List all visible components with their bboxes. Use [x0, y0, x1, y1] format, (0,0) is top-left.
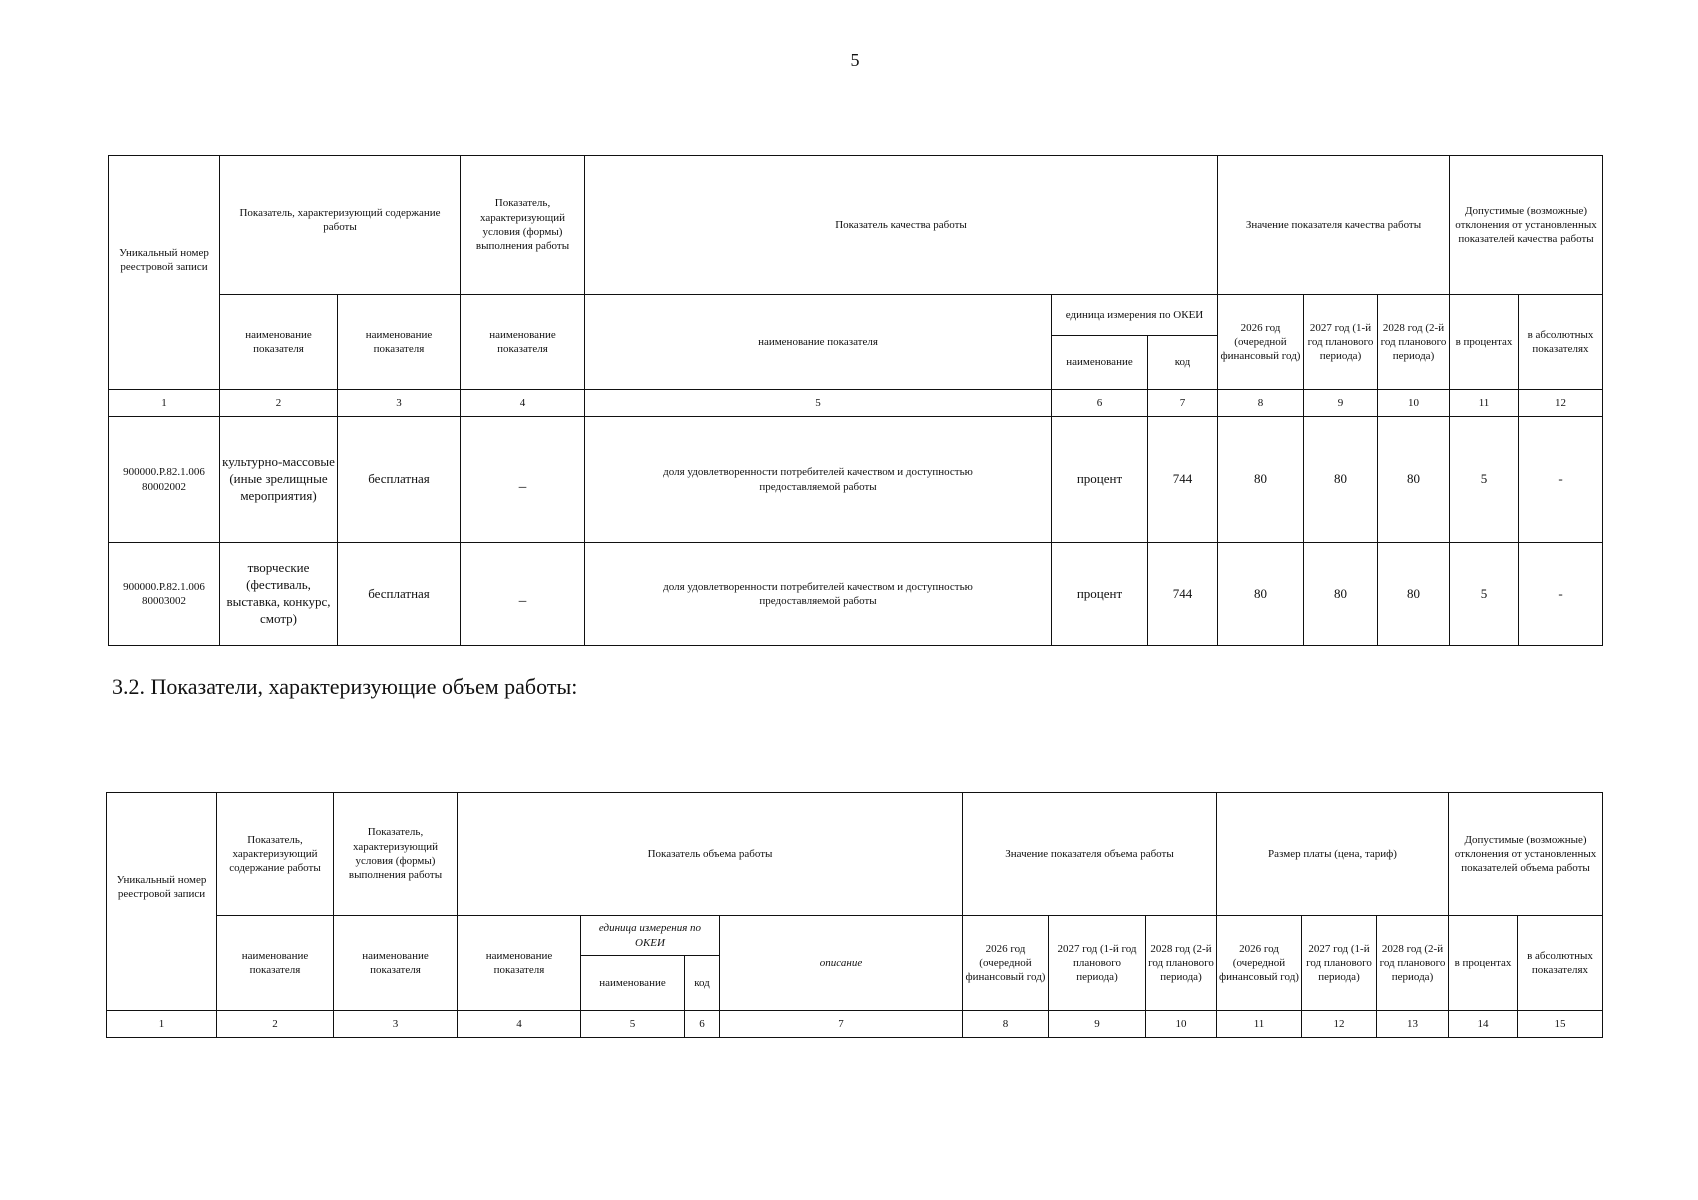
column-number: 12 [1301, 1010, 1377, 1038]
table-row-value-2028: 80 [1377, 542, 1450, 646]
table-row-content: культурно-массовые (иные зрелищные мероприятия) [219, 416, 338, 543]
header-fee-2026: 2026 год (очередной финансовый год) [1216, 915, 1302, 1011]
header-volume-indicator: Показатель объема работы [457, 792, 963, 916]
table-row-registry-number: 900000.Р.82.1.006 80002002 [108, 416, 220, 543]
table-row-absolute: - [1518, 542, 1603, 646]
header-name-indicator: наименование показателя [333, 915, 458, 1011]
column-number: 15 [1517, 1010, 1603, 1038]
header-year-2027: 2027 год (1-й год планового периода) [1048, 915, 1146, 1011]
header-name-indicator: наименование показателя [216, 915, 334, 1011]
header-fee-2028: 2028 год (2-й год планового периода) [1376, 915, 1449, 1011]
table-row-unit: процент [1051, 416, 1148, 543]
header-deviations: Допустимые (возможные) отклонения от установленных показателей качества работы [1449, 155, 1603, 295]
table-row-content: творческие (фестиваль, выставка, конкурс, смотр) [219, 542, 338, 646]
page-number: 5 [850, 50, 860, 70]
column-number: 9 [1048, 1010, 1146, 1038]
column-number: 8 [1217, 389, 1304, 417]
column-number: 11 [1449, 389, 1519, 417]
header-unit-okei: единица измерения по ОКЕИ [1051, 294, 1218, 336]
header-fee: Размер платы (цена, тариф) [1216, 792, 1449, 916]
column-number: 11 [1216, 1010, 1302, 1038]
table-row-absolute: - [1518, 416, 1603, 543]
table-row-condition: бесплатная [337, 542, 461, 646]
column-number: 10 [1145, 1010, 1217, 1038]
header-name-indicator: наименование показателя [584, 294, 1052, 390]
header-in-absolute: в абсолютных показателях [1518, 294, 1603, 390]
header-year-2028: 2028 год (2-й год планового периода) [1377, 294, 1450, 390]
column-number: 3 [337, 389, 461, 417]
column-number: 7 [1147, 389, 1218, 417]
header-in-percent: в процентах [1448, 915, 1518, 1011]
table-row-form: – [460, 416, 585, 543]
table-row-form: – [460, 542, 585, 646]
header-name-indicator: наименование показателя [457, 915, 581, 1011]
header-conditions-indicator: Показатель, характеризующий условия (формы) выполнения работы [333, 792, 458, 916]
header-fee-2027: 2027 год (1-й год планового периода) [1301, 915, 1377, 1011]
table-row-indicator: доля удовлетворенности потребителей качеством и доступностью предоставляемой работы [584, 542, 1052, 646]
header-unit-code: код [1147, 335, 1218, 390]
header-year-2026: 2026 год (очередной финансовый год) [1217, 294, 1304, 390]
table-row-value-2027: 80 [1303, 542, 1378, 646]
column-number: 7 [719, 1010, 963, 1038]
header-in-percent: в процентах [1449, 294, 1519, 390]
header-unit-name: наименование [580, 955, 685, 1011]
column-number: 6 [1051, 389, 1148, 417]
header-unit-code: код [684, 955, 720, 1011]
header-in-absolute: в абсолютных показателях [1517, 915, 1603, 1011]
header-quality-value: Значение показателя качества работы [1217, 155, 1450, 295]
header-unique-number: Уникальный номер реестровой записи [106, 792, 217, 1011]
table-row-code: 744 [1147, 542, 1218, 646]
header-year-2027: 2027 год (1-й год планового периода) [1303, 294, 1378, 390]
column-number: 3 [333, 1010, 458, 1038]
column-number: 5 [580, 1010, 685, 1038]
column-number: 4 [460, 389, 585, 417]
section-title: 3.2. Показатели, характеризующие объем работы: [112, 674, 578, 699]
column-number: 13 [1376, 1010, 1449, 1038]
header-year-2028: 2028 год (2-й год планового периода) [1145, 915, 1217, 1011]
table-row-indicator: доля удовлетворенности потребителей качеством и доступностью предоставляемой работы [584, 416, 1052, 543]
table-row-code: 744 [1147, 416, 1218, 543]
header-description: описание [719, 915, 963, 1011]
header-conditions-indicator: Показатель, характеризующий условия (формы) выполнения работы [460, 155, 585, 295]
header-unique-number: Уникальный номер реестровой записи [108, 155, 220, 390]
table-row-percent: 5 [1449, 416, 1519, 543]
header-quality-indicator: Показатель качества работы [584, 155, 1218, 295]
column-number: 14 [1448, 1010, 1518, 1038]
table-row-value-2028: 80 [1377, 416, 1450, 543]
column-number: 2 [219, 389, 338, 417]
column-number: 10 [1377, 389, 1450, 417]
column-number: 9 [1303, 389, 1378, 417]
table-row-unit: процент [1051, 542, 1148, 646]
table-row-value-2026: 80 [1217, 416, 1304, 543]
column-number: 2 [216, 1010, 334, 1038]
header-name-indicator: наименование показателя [219, 294, 338, 390]
table-row-value-2026: 80 [1217, 542, 1304, 646]
header-name-indicator: наименование показателя [337, 294, 461, 390]
header-deviations: Допустимые (возможные) отклонения от установленных показателей объема работы [1448, 792, 1603, 916]
column-number: 1 [106, 1010, 217, 1038]
table-row-condition: бесплатная [337, 416, 461, 543]
table-row-registry-number: 900000.Р.82.1.006 80003002 [108, 542, 220, 646]
header-unit-name: наименование [1051, 335, 1148, 390]
column-number: 6 [684, 1010, 720, 1038]
header-content-indicator: Показатель, характеризующий содержание работы [216, 792, 334, 916]
column-number: 8 [962, 1010, 1049, 1038]
header-unit-okei: единица измерения по ОКЕИ [580, 915, 720, 956]
table-row-percent: 5 [1449, 542, 1519, 646]
column-number: 5 [584, 389, 1052, 417]
table-row-value-2027: 80 [1303, 416, 1378, 543]
column-number: 4 [457, 1010, 581, 1038]
header-content-indicator: Показатель, характеризующий содержание работы [219, 155, 461, 295]
header-volume-value: Значение показателя объема работы [962, 792, 1217, 916]
column-number: 1 [108, 389, 220, 417]
header-year-2026: 2026 год (очередной финансовый год) [962, 915, 1049, 1011]
header-name-indicator: наименование показателя [460, 294, 585, 390]
column-number: 12 [1518, 389, 1603, 417]
